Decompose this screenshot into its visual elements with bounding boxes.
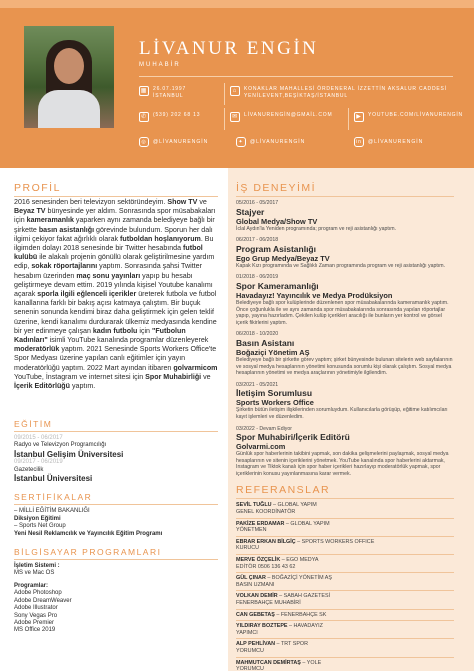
job-title: Basın Asistanı	[236, 337, 295, 348]
job-item	[236, 382, 454, 421]
computer-heading: BİLGİSAYAR PROGRAMLARI	[14, 547, 162, 558]
address-info: ⌂ KONAKLAR MAHALLESİ ÖRDENERAL İZZETTİN AKSALUR CADDESİ YENİLEVENT,BEŞİKTAŞ/İSTANBUL	[230, 86, 462, 100]
youtube-icon: ▶	[354, 112, 364, 122]
reference-name: EBRAR ERKAN BİLGİÇ	[236, 538, 296, 545]
job-date: 03/2021 - 05/2021	[236, 381, 279, 388]
person-name: LİVANUR ENGİN	[139, 38, 319, 59]
education-heading: EĞİTİM	[14, 419, 53, 429]
references-heading: REFERANSLAR	[236, 484, 331, 497]
reference-company: – HAVADAYIZ	[289, 623, 323, 630]
job-title: Program Asistanlığı	[236, 243, 316, 254]
profile-photo	[24, 26, 114, 128]
experience-section	[236, 182, 454, 671]
job-description: Şirketin bütün iletişim ilişkilerinden sorumluydum. Kullanıcılarla görüşüp, eğitime katılımcıları kayıt işlemleri ve düzenledim.	[236, 407, 448, 420]
reference-item	[236, 502, 454, 518]
reference-company: – SPORTS WORKERS OFFICE	[297, 538, 375, 545]
youtube-info[interactable]: ▶ YOUTUBE.COM/LİVANURENGİN	[354, 112, 463, 122]
computer-list: İşletim Sistemi : MS ve Mac OS Programlar: Adobe Photoshop Adobe DreamWeaver Adobe Illustrator Sony Vegas Pro Adobe Premier MS Office 2019	[14, 563, 72, 634]
reference-company: – TRT SPOR	[276, 641, 309, 648]
reference-item	[236, 557, 454, 573]
reference-role: YAPIMCI	[236, 629, 258, 636]
job-date: 01/2018 - 06/2019	[236, 274, 279, 281]
job-date: 03/2022 - Devam Ediyor	[236, 425, 292, 432]
reference-item	[236, 612, 454, 622]
certificates-list: – MİLLİ EĞİTİM BAKANLIĞI Diksiyon Eğitimi – Sports Net Group Yeni Nesil Reklamcılık ve Yayıncılık Eğitim Programı	[14, 508, 163, 537]
linkedin-link[interactable]: in @LİVANURENGİN	[354, 137, 423, 147]
job-title: Spor Kameramanlığı	[236, 280, 319, 291]
education-section	[14, 419, 218, 635]
email-info[interactable]: ✉ LİVANURENGİN@GMAİL.COM	[230, 112, 332, 122]
education-item: 09/2017 - 06/2019 Gazetecilik İstanbul Üniversitesi	[14, 459, 93, 484]
experience-heading: İŞ DENEYİMİ	[236, 182, 317, 194]
reference-company: – SABAH GAZETESİ	[279, 593, 331, 600]
reference-name: SEVİL TUĞLU	[236, 502, 272, 509]
reference-item	[236, 539, 454, 555]
reference-name: CAN GEBETAŞ	[236, 611, 275, 618]
job-item	[236, 426, 454, 478]
job-title: İletişim Sorumlusu	[236, 388, 313, 399]
person-role: MUHABİR	[139, 62, 181, 68]
reference-role: YORUMCU	[236, 647, 264, 654]
reference-list	[236, 502, 454, 671]
job-company: Global Medya/Show TV	[236, 216, 318, 226]
instagram-link[interactable]: ◎ @LİVANURENGİN	[139, 137, 208, 147]
reference-company: – EGO MEDYA	[281, 557, 319, 564]
job-item	[236, 237, 454, 269]
job-item	[236, 331, 454, 376]
reference-role: FENERBAHÇE MUHABİRİ	[236, 600, 301, 606]
job-description: Kapak Kızı programında ve Sağlıklı Zaman programında program ve reji asistanlığı yaptım.	[236, 262, 446, 269]
reference-name: YILDIRAY BOZTEPE	[236, 623, 288, 630]
location-icon: ⌂	[230, 86, 240, 96]
reference-item	[236, 521, 454, 537]
reference-role: KURUCU	[236, 545, 260, 552]
reference-name: ALP PEHLİVAN	[236, 641, 276, 648]
reference-item	[236, 623, 454, 639]
job-description: İclal Aydın'la Yeniden programında; program ve reji asistanlığı yaptım.	[236, 225, 397, 232]
job-company: Havadayız! Yayıncılık ve Medya Prodüksiyon	[236, 290, 393, 300]
birth-info: ▦ 26.07.1997 İSTANBUL	[140, 86, 187, 99]
reference-role: YÖNETMEN	[236, 527, 267, 534]
instagram-icon: ◎	[139, 137, 149, 147]
certificates-heading: SERTİFİKALAR	[14, 492, 93, 503]
reference-item	[236, 641, 454, 657]
job-item	[236, 274, 454, 326]
job-description: Belediyeye bağlı spor kulüplerinde düzenlenen spor müsabakalarında kameramanlık yaptım. Önce çoğunlukla ile ve aynı zamanda spor müsabakalarında sonrasında yapılan röportajlar yapıp, yayına hazırladım. Çekilen kulüp içerikleri aracılığı ile bunların yer kontrol ve görsel içerik fikirlerini yaptım.	[236, 299, 449, 326]
job-company: Golvarmi.com	[236, 442, 286, 452]
calendar-icon: ▦	[140, 88, 148, 94]
job-title: Spor Muhabiri/İçerik Editörü	[236, 432, 350, 443]
reference-item	[236, 575, 454, 591]
phone-info[interactable]: ✆ (539) 202 68 13	[139, 112, 200, 122]
reference-role: YORUMCU	[236, 666, 264, 671]
reference-role: GENEL KOORDİNATÖR	[236, 509, 296, 516]
reference-name: MAHMUTCAN DEMİRTAŞ	[236, 659, 301, 666]
reference-company: – GLOBAL YAPIM	[273, 502, 317, 509]
reference-company: – FENERBAHÇE SK	[276, 611, 327, 618]
job-company: Boğaziçi Yönetim AŞ	[236, 347, 310, 357]
reference-company: – YOLE	[302, 659, 322, 666]
reference-name: PAKİZE ERDAMAR	[236, 520, 285, 527]
job-company: Sports Workers Office	[236, 398, 314, 408]
job-date: 06/2018 - 10/2020	[236, 331, 279, 338]
job-list	[236, 200, 454, 477]
job-item	[236, 200, 454, 232]
twitter-link[interactable]: ✦ @LİVANURENGİN	[236, 137, 305, 147]
reference-role: EDİTÖR 0506 136 43 62	[236, 563, 296, 570]
job-description: Günlük spor haberlerinin takibini yapmak, son dakika gelişmelerini paylaşmak, sosyal medya hesaplarının ve sitenin içeriklerini yönetmek. YouTube kanalında spor haberlerini aktarmak, Instagram ve Tiktok kanalı için spor haber içerikleri hazırlayıp moderatörlük yapmak, spor içeriklerinin konusu yayınlanmasına karar vermek.	[236, 451, 449, 477]
twitter-icon: ✦	[236, 137, 246, 147]
reference-name: MERVE ÖZÇELİK	[236, 557, 281, 564]
profile-heading: PROFİL	[14, 182, 61, 194]
job-date: 06/2017 - 06/2018	[236, 237, 279, 244]
profile-section	[14, 182, 218, 197]
education-item: 09/2015 - 06/2017 Radyo ve Televizyon Programcılığı İstanbul Gelişim Üniversitesi	[14, 435, 124, 459]
header-divider	[139, 76, 453, 77]
job-description: Belediyeye bağlı bir şirkette görev yaptım; şirket bünyesinde bulunan sitelerin web sayfalarının ve sosyal medya hesaplarının yönetimi konusunda sorumlu kişi olarak çalıştım. Sosyal medya hesaplarının yönetimi ve medya araçlarının yönetimiyle ilgilendim.	[236, 356, 453, 377]
profile-text: 2016 senesinden beri televizyon sektöründeyim. Show TV ve Beyaz TV bünyesinde yer aldım. Sonrasında spor müsabakaları için kameramanlık yaparken aynı zamanda belediyeye bağlı bir şirkette basın asistanlığı görevinde bulundum. Sporun her dalı ilgimi çekiyor fakat ağırlıklı olarak futboldan hoşlanıyorum. Bu ilgimden dolayı 2018 senesinde bir Twitter hesabında futbol kulübü ile alakalı projenin gönüllü olarak geliştirilmesine yardım edip, sokak röportajlarını yaptım. Sonrasında şahsi Twitter hesabım üzerinden maç sonu yayınları yapıp bu hesabı geliştirmeye devam ettim. 2019 yılında kişisel Youtube kanalımı açarak sporla ilgili eğlenceli içerikler üreterek futbola ve futbol kanallarına farklı bir bakış açısı katmaya çalıştım. Bir buçuk senenin sonunda kendimi biraz daha geliştirmek için gelen teklif üzerine, kendi kanalımı durdurarak ülkemiz medyasında kendine bir yer edinmeye çalışan kadın futbolu için "Futbolun Kadınları" isimli YouTube kanalında programlar düzenleyerek moderatörlük yaptım. 2021 Senesinde Sports Workers Office'te Spor Medyası üzerine yapılan canlı eğitimler için yayın moderatörlüğü yaptım. 2022 Mart ayından itibaren golvarmicom YouTube, İnstagram ve internet sitesi için Spor Muhabirliği ve İçerik Editörlüğü yaptım.	[14, 198, 218, 391]
reference-company: – GLOBAL YAPIM	[285, 520, 330, 527]
job-company: Ego Grup Medya/Beyaz TV	[236, 253, 330, 263]
reference-name: VOLKAN DEMİR	[236, 593, 278, 600]
phone-icon: ✆	[139, 112, 149, 122]
reference-item	[236, 660, 454, 671]
linkedin-icon: in	[354, 137, 364, 147]
reference-company: – BOĞAZİÇİ YÖNETİM AŞ	[267, 575, 332, 582]
header-top-strip	[0, 0, 474, 8]
reference-name: GÜL ÇINAR	[236, 575, 266, 582]
job-date: 05/2016 - 05/2017	[236, 200, 279, 206]
email-icon: ✉	[230, 112, 240, 122]
reference-item	[236, 593, 454, 609]
reference-role: BASIN UZMANI	[236, 581, 275, 588]
job-title: Stajyer	[236, 206, 265, 217]
